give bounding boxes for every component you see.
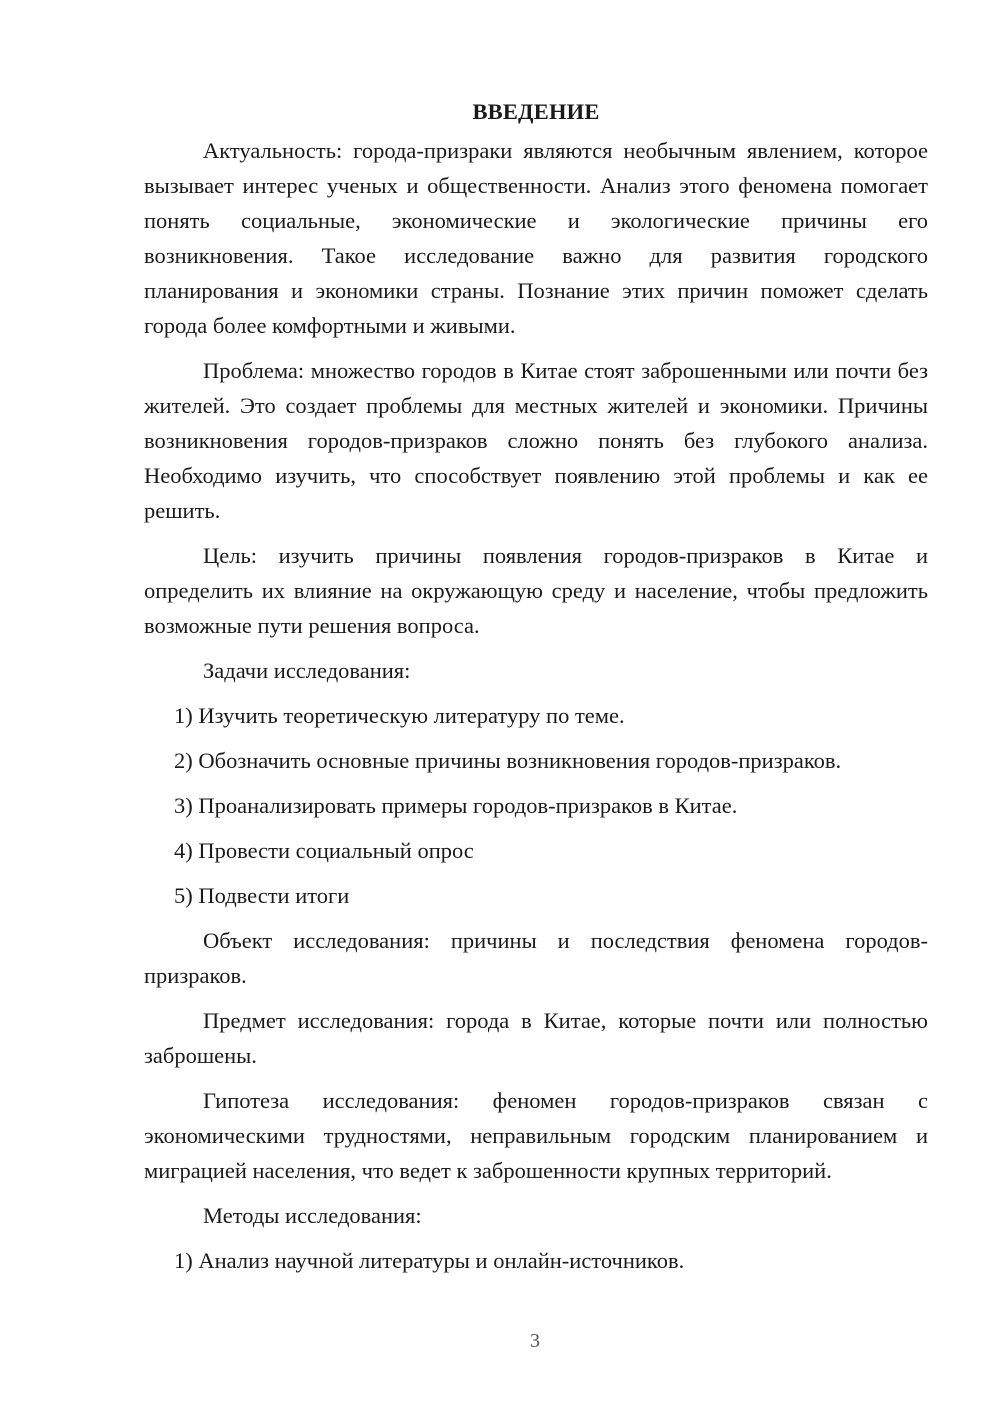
goal-paragraph: Цель: изучить причины появления городов-призраков в Китае и определить их влияние на окружающую среду и население, чтобы предложить возможные пути решения вопроса. (144, 543, 928, 638)
subject-paragraph: Предмет исследования: города в Китае, которые почти или полностью заброшены. (144, 1008, 928, 1068)
list-item: 2) Обозначить основные причины возникновения городов-призраков. (174, 748, 842, 773)
hypothesis-paragraph: Гипотеза исследования: феномен городов-призраков связан с экономическими трудностями, неправильным городским планированием и миграцией населения, что ведет к заброшенности крупных территорий. (144, 1088, 928, 1183)
tasks-list (144, 698, 928, 913)
page-title: ВВЕДЕНИЕ (472, 99, 600, 124)
list-item: 1) Изучить теоретическую литературу по теме. (174, 703, 625, 728)
page-number: 3 (530, 1330, 540, 1352)
tasks-heading: Задачи исследования: (203, 658, 411, 683)
problem-paragraph: Проблема: множество городов в Китае стоят заброшенными или почти без жителей. Это создает проблемы для местных жителей и экономики. Причины возникновения городов-призраков сложно понять без глубокого анализа. Необходимо изучить, что способствует появлению этой проблемы и как ее решить. (144, 358, 928, 523)
list-item: 1) Анализ научной литературы и онлайн-источников. (174, 1248, 685, 1273)
page-content (144, 94, 928, 1288)
relevance-paragraph: Актуальность: города-призраки являются необычным явлением, которое вызывает интерес ученых и общественности. Анализ этого феномена помогает понять социальные, экономические и экологические причины его возникновения. Такое исследование важно для развития городского планирования и экономики страны. Познание этих причин поможет сделать города более комфортными и живыми. (144, 138, 928, 338)
list-item: 5) Подвести итоги (174, 883, 350, 908)
methods-list (144, 1243, 928, 1278)
methods-heading: Методы исследования: (203, 1203, 422, 1228)
object-paragraph: Объект исследования: причины и последствия феномена городов-призраков. (144, 928, 928, 988)
list-item: 3) Проанализировать примеры городов-призраков в Китае. (174, 793, 738, 818)
list-item: 4) Провести социальный опрос (174, 838, 474, 863)
